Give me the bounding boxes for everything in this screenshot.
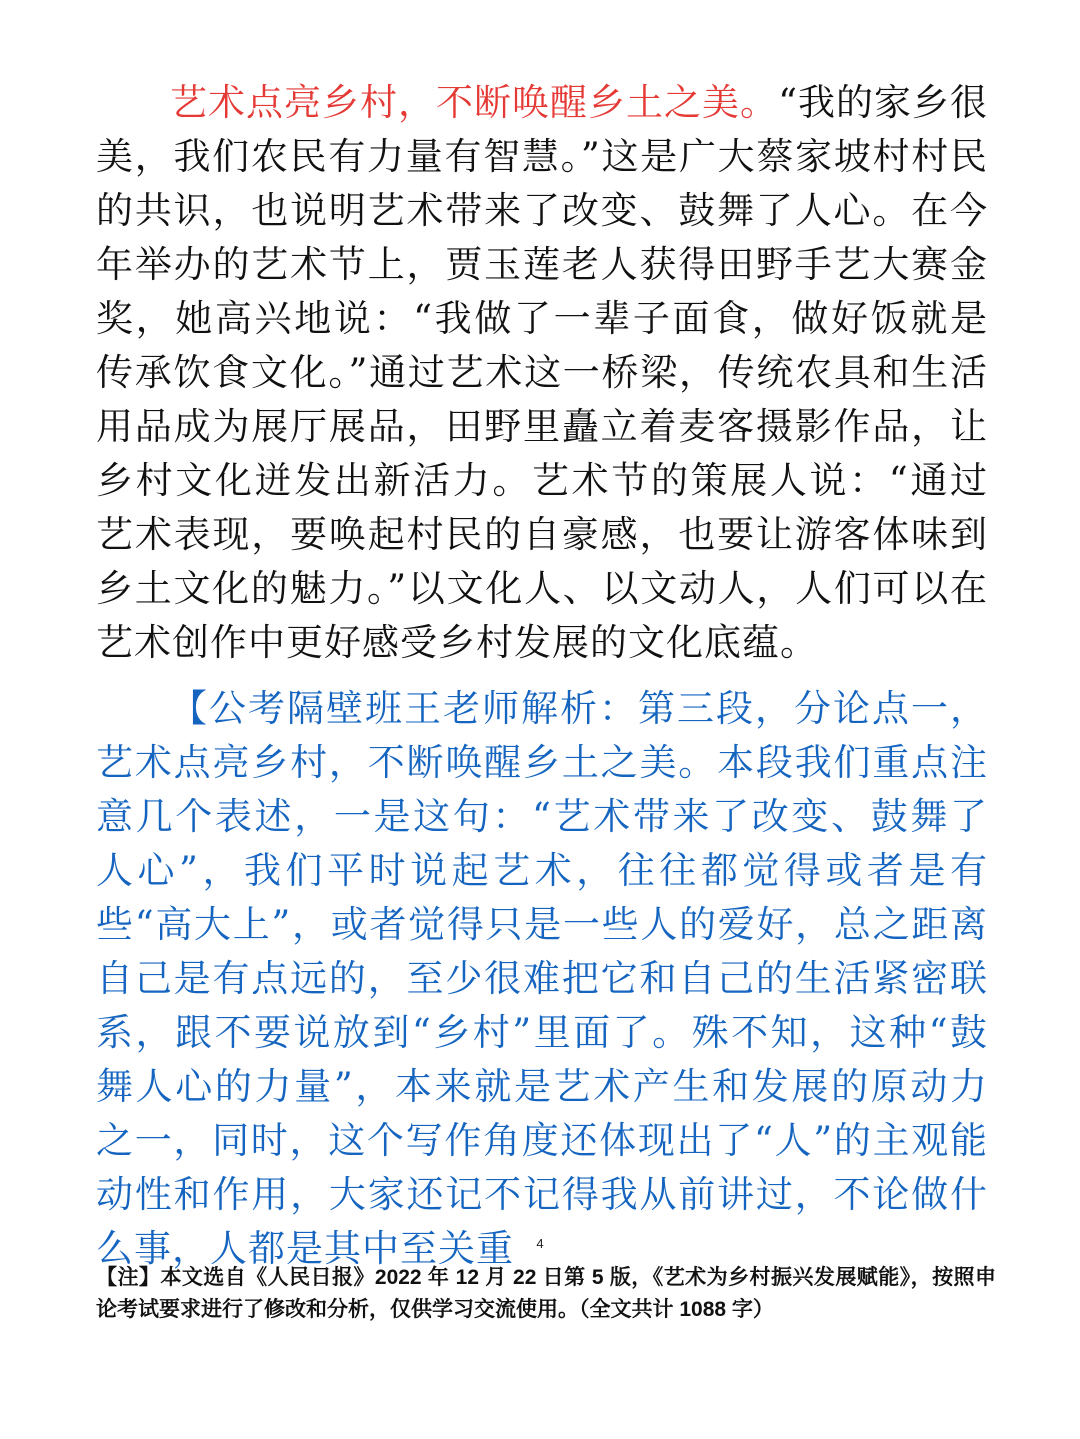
source-footnote: 【注】本文选自《人民日报》2022 年 12 月 22 日第 5 版，《艺术为乡村振兴发展赋能》，按照申论考试要求进行了修改和分析，仅供学习交流使用。（全文共计 1088 字） (96, 1266, 996, 1321)
paragraph-lead-highlight: 艺术点亮乡村，不断唤醒乡土之美。 (170, 81, 779, 124)
teacher-analysis-paragraph: 【公考隔壁班王老师解析：第三段，分论点一，艺术点亮乡村，不断唤醒乡土之美。本段我们重点注意几个表述，一是这句：“艺术带来了改变、鼓舞了人心”，我们平时说起艺术，往往都觉得或者是有些“高大上”，或者觉得只是一些人的爱好，总之距离自己是有点远的，至少很难把它和自己的生活紧密联系，跟不要说放到“乡村”里面了。殊不知，这种“鼓舞人心的力量”，本来就是艺术产生和发展的原动力之一，同时，这个写作角度还体现出了“人”的主观能动性和作用，大家还记不记得我从前讲过，不论做什么事，人都是其中至关重 (96, 687, 988, 1270)
article-paragraph (96, 76, 988, 670)
paragraph-body-text: “我的家乡很美，我们农民有力量有智慧。”这是广大蔡家坡村村民的共识，也说明艺术带来了改变、鼓舞了人心。在今年举办的艺术节上，贾玉莲老人获得田野手艺大赛金奖，她高兴地说：“我做了一辈子面食，做好饭就是传承饮食文化。”通过艺术这一桥梁，传统农具和生活用品成为展厅展品，田野里矗立着麦客摄影作品，让乡村文化迸发出新活力。艺术节的策展人说：“通过艺术表现，要唤起村民的自豪感，也要让游客体味到乡土文化的魅力。”以文化人、以文动人，人们可以在艺术创作中更好感受乡村发展的文化底蕴。 (96, 81, 988, 664)
page-number: 4 (536, 1236, 544, 1251)
